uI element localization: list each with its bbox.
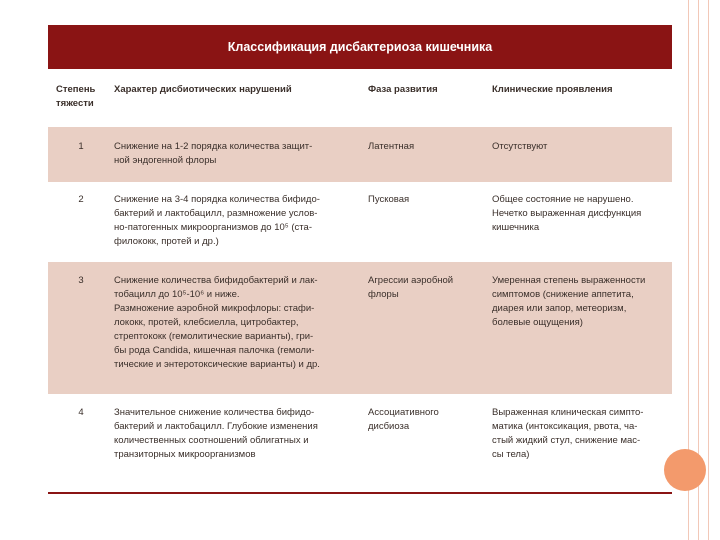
frame-line-right [708,0,709,540]
header-degree: Степень тяжести [56,84,96,109]
phase-cell: Пусковая [368,194,410,205]
phase-cell: Агрессии аэробной флоры [368,275,454,300]
bottom-rule [48,492,672,494]
character-cell: Снижение на 1-2 порядка количества защит- ной эндогенной флоры [114,141,313,166]
classification-table [48,25,672,494]
header-clinical: Клинические проявления [492,84,613,95]
clinical-cell: Общее состояние не нарушено. Нечетко выраженная дисфункция кишечника [492,194,642,233]
degree-cell: 1 [78,141,84,152]
degree-cell: 2 [78,194,84,205]
clinical-cell: Отсутствуют [492,141,548,152]
character-cell: Снижение на 3-4 порядка количества бифидо- бактерий и лактобацилл, размножение услов- но-патогенных микроорганизмов до 10⁵ (ста- филококк, протей и др.) [114,194,320,247]
header-character: Характер дисбиотических нарушений [114,84,292,95]
table-row [48,182,672,262]
table-header-row [48,69,672,127]
phase-cell: Латентная [368,141,415,152]
table-title: Классификация дисбактериоза кишечника [48,25,672,69]
character-cell: Значительное снижение количества бифидо- бактерий и лактобацилл. Глубокие изменения количественных соотношений облигатных и транзиторных микроорганизмов [114,407,318,460]
degree-cell: 4 [78,407,84,418]
table-row [48,127,672,182]
table-row [48,262,672,394]
clinical-cell: Выраженная клиническая симпто- матика (интоксикация, рвота, ча- стый жидкий стул, снижение мас- сы тела) [492,407,644,460]
phase-cell: Ассоциативного дисбиоза [368,407,439,432]
degree-cell: 3 [78,275,84,286]
accent-circle [664,449,706,491]
character-cell: Снижение количества бифидобактерий и лак- тобацилл до 10⁵-10⁶ и ниже. Размножение аэробной микрофлоры: стафи- лококк, протей, клебсиелла, цитробактер, стрептококк (гемолитические варианты), гри- бы рода Candida, кишечная палочка (гемоли- тические и энтеротоксические варианты) и др. [114,275,320,370]
header-phase: Фаза развития [368,84,438,95]
clinical-cell: Умеренная степень выраженности симптомов (снижение аппетита, диарея или запор, метеоризм, болевые ощущения) [492,275,646,328]
table-row [48,394,672,492]
